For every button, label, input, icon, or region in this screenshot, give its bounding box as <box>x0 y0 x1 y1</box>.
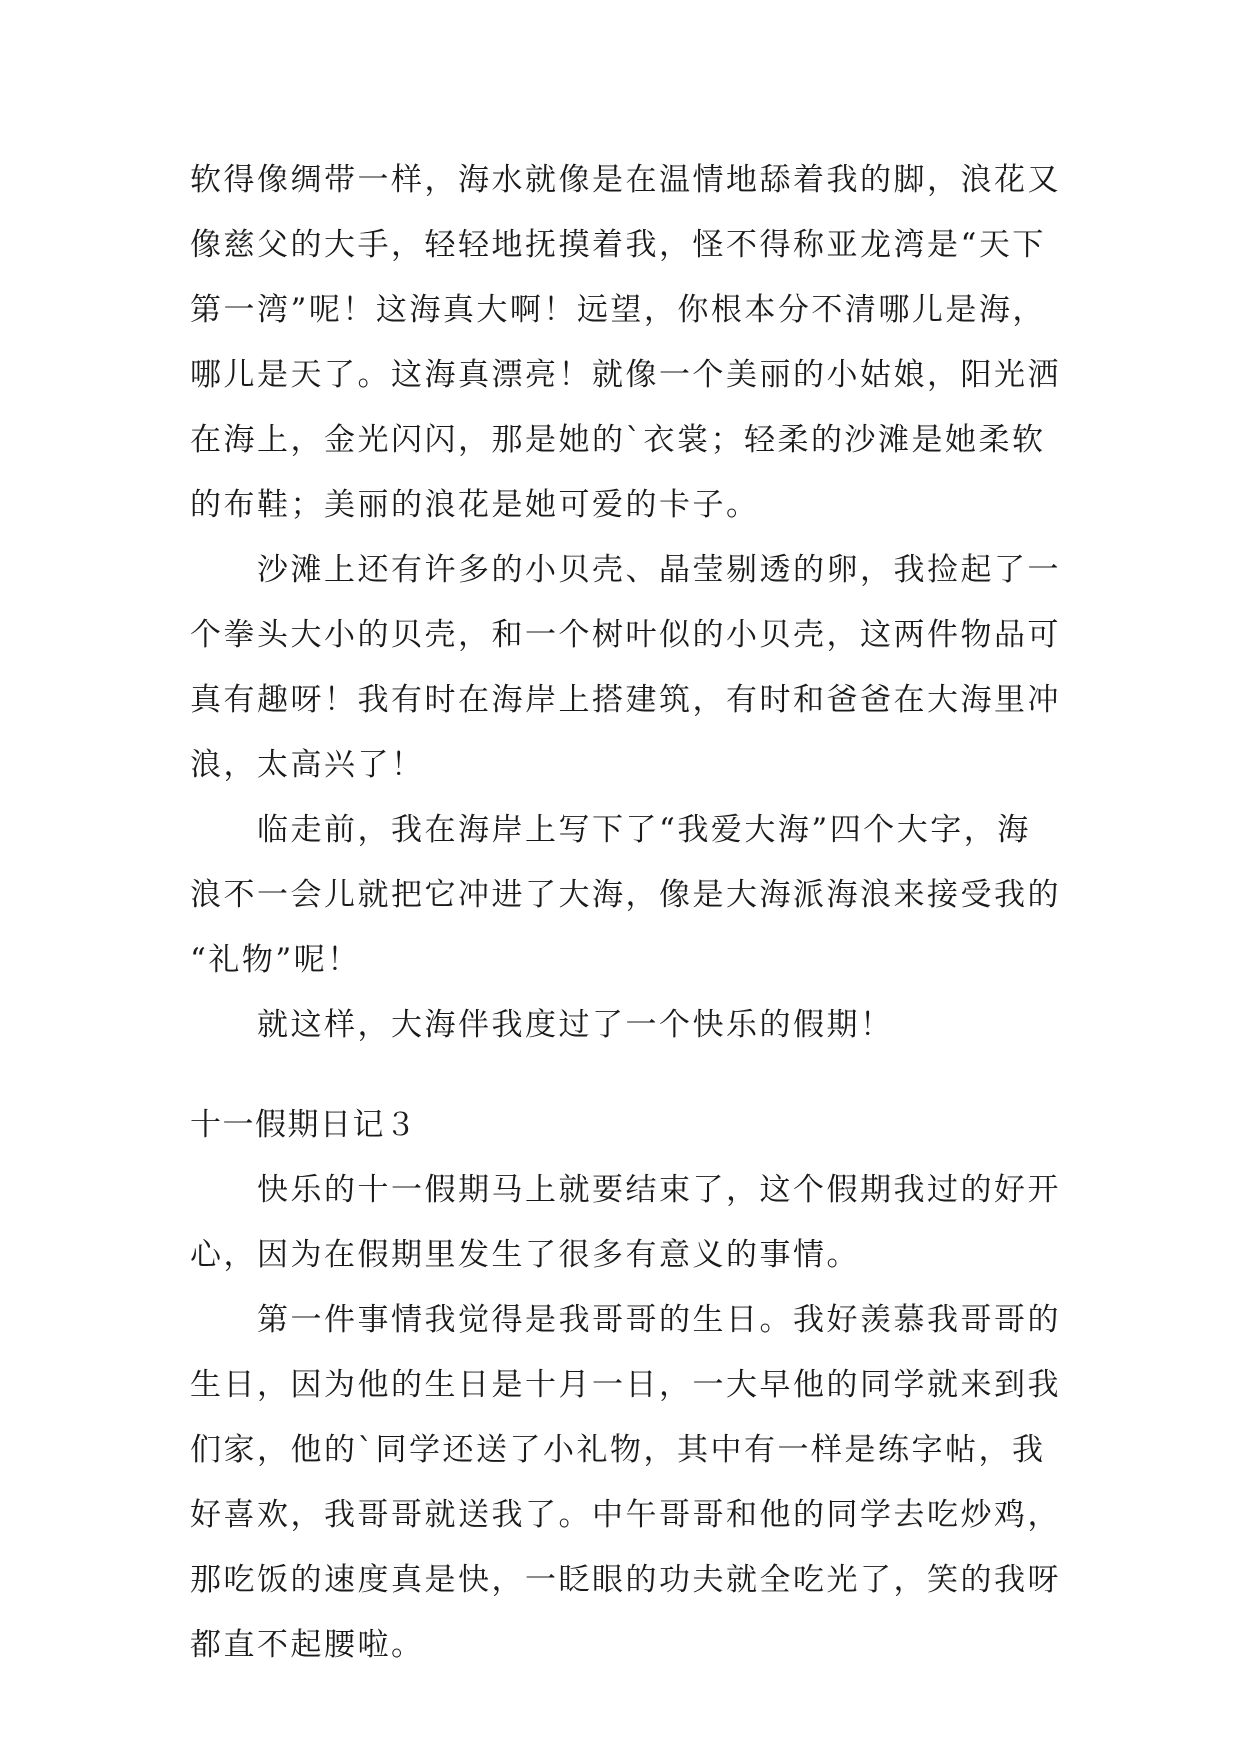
text-line: 们家，他的`同学还送了小礼物，其中有一样是练字帖，我 <box>190 1432 1046 1468</box>
text-line: 沙滩上还有许多的小贝壳、晶莹剔透的卵，我捡起了一 <box>190 552 1061 588</box>
text-line: 真有趣呀！我有时在海岸上搭建筑，有时和爸爸在大海里冲 <box>190 682 1061 718</box>
section-heading: 十一假期日记３ <box>190 1107 418 1143</box>
text-line: 浪，太高兴了！ <box>190 747 425 783</box>
text-line: 软得像绸带一样，海水就像是在温情地舔着我的脚，浪花又 <box>190 162 1061 198</box>
text-line: 的布鞋；美丽的浪花是她可爱的卡子。 <box>190 487 760 523</box>
text-line: 第一件事情我觉得是我哥哥的生日。我好羡慕我哥哥的 <box>190 1302 1061 1338</box>
text-line: 心，因为在假期里发生了很多有意义的事情。 <box>190 1237 860 1273</box>
text-line: 那吃饭的速度真是快，一眨眼的功夫就全吃光了，笑的我呀 <box>190 1562 1061 1598</box>
text-line: 个拳头大小的贝壳，和一个树叶似的小贝壳，这两件物品可 <box>190 617 1061 653</box>
text-line: “礼物”呢！ <box>190 942 361 978</box>
text-line: 像慈父的大手，轻轻地抚摸着我，怪不得称亚龙湾是“天下 <box>190 227 1046 263</box>
text-line: 好喜欢，我哥哥就送我了。中午哥哥和他的同学去吃炒鸡， <box>190 1497 1061 1533</box>
text-line: 第一湾”呢！这海真大啊！远望，你根本分不清哪儿是海， <box>190 292 1046 328</box>
text-line: 生日，因为他的生日是十月一日，一大早他的同学就来到我 <box>190 1367 1061 1403</box>
text-line: 哪儿是天了。这海真漂亮！就像一个美丽的小姑娘，阳光洒 <box>190 357 1061 393</box>
text-line: 快乐的十一假期马上就要结束了，这个假期我过的好开 <box>190 1172 1061 1208</box>
text-line: 就这样，大海伴我度过了一个快乐的假期！ <box>190 1007 894 1043</box>
text-line: 临走前，我在海岸上写下了“我爱大海”四个大字，海 <box>190 812 1031 848</box>
text-line: 浪不一会儿就把它冲进了大海，像是大海派海浪来接受我的 <box>190 877 1061 913</box>
text-line: 在海上，金光闪闪，那是她的`衣裳；轻柔的沙滩是她柔软 <box>190 422 1046 458</box>
text-line: 都直不起腰啦。 <box>190 1627 425 1663</box>
